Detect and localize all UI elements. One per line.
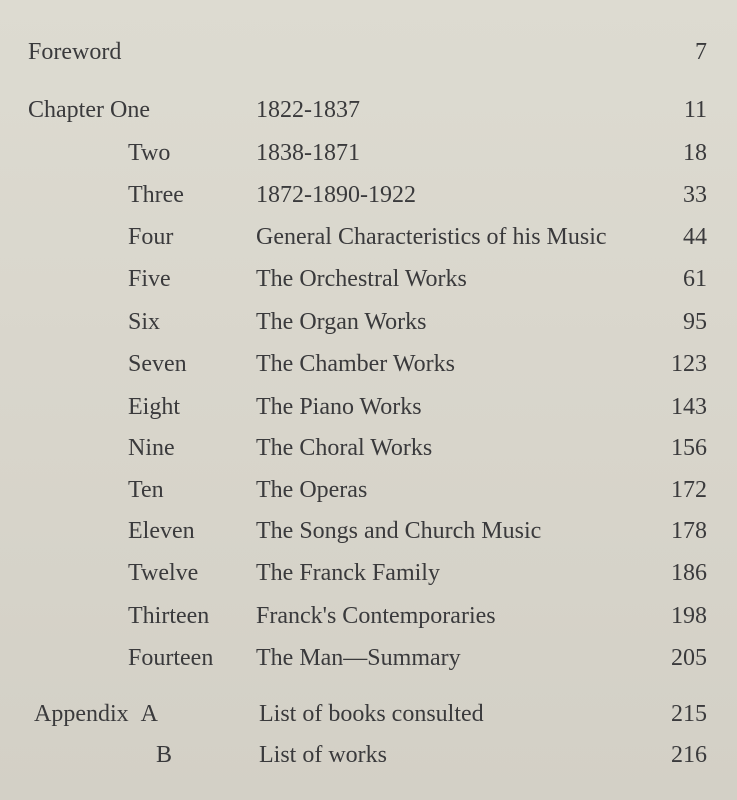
- chapter-number: Nine: [128, 435, 175, 461]
- toc-row-appendix: [0, 697, 737, 731]
- chapter-number: Two: [128, 140, 171, 166]
- appendix-label: [34, 697, 158, 731]
- toc-row-chapter: [0, 431, 737, 465]
- chapter-page-number: 156: [671, 435, 707, 461]
- chapter-page-number: 61: [683, 266, 707, 292]
- chapter-title: General Characteristics of his Music: [256, 224, 607, 250]
- chapter-title: Franck's Contemporaries: [256, 603, 496, 629]
- toc-row-chapter: [0, 347, 737, 381]
- chapter-title: The Songs and Church Music: [256, 518, 542, 544]
- toc-row-chapter: [0, 220, 737, 254]
- chapter-number: Thirteen: [128, 603, 210, 629]
- toc-row-chapter: [0, 178, 737, 212]
- chapter-page-number: 178: [671, 518, 707, 544]
- chapter-page-number: 186: [671, 560, 707, 586]
- toc-row-chapter: [0, 514, 737, 548]
- chapter-title: The Choral Works: [256, 435, 433, 461]
- chapter-title: 1822-1837: [256, 97, 360, 123]
- chapter-title: 1872-1890-1922: [256, 182, 416, 208]
- chapter-number: Three: [128, 182, 184, 208]
- chapter-page-number: 11: [683, 97, 707, 123]
- chapter-label: [28, 93, 150, 127]
- toc-row-foreword: [0, 35, 737, 69]
- chapter-number: Five: [128, 266, 171, 292]
- toc-row-chapter: [0, 641, 737, 675]
- toc-row-chapter: [0, 390, 737, 424]
- appendix-letter: B: [156, 742, 173, 768]
- chapter-number: Ten: [128, 477, 164, 503]
- chapter-title: The Man—Summary: [256, 645, 461, 671]
- appendix-title: List of books consulted: [259, 701, 484, 727]
- chapter-number: Twelve: [128, 560, 199, 586]
- chapter-page-number: 18: [683, 140, 707, 166]
- toc-row-chapter: [0, 93, 737, 127]
- chapter-title: The Organ Works: [256, 309, 427, 335]
- appendix-title: List of works: [259, 742, 387, 768]
- chapter-number: Seven: [128, 351, 187, 377]
- chapter-page-number: 172: [671, 477, 707, 503]
- chapter-page-number: 44: [683, 224, 707, 250]
- chapter-page-number: 33: [683, 182, 707, 208]
- appendix-prefix: Appendix: [34, 701, 129, 727]
- toc-row-chapter: [0, 305, 737, 339]
- chapter-number: One: [109, 97, 150, 123]
- chapter-number: Four: [128, 224, 174, 250]
- chapter-title: The Franck Family: [256, 560, 440, 586]
- chapter-page-number: 198: [671, 603, 707, 629]
- chapter-number: Eight: [128, 394, 180, 420]
- chapter-page-number: 143: [671, 394, 707, 420]
- chapter-title: 1838-1871: [256, 140, 360, 166]
- chapter-title: The Operas: [256, 477, 368, 503]
- toc-row-chapter: [0, 473, 737, 507]
- chapter-title: The Orchestral Works: [256, 266, 467, 292]
- chapter-title: The Piano Works: [256, 394, 422, 420]
- appendix-letter: A: [140, 701, 158, 727]
- chapter-number: Eleven: [128, 518, 195, 544]
- foreword-label: Foreword: [28, 39, 122, 65]
- chapter-page-number: 205: [671, 645, 707, 671]
- appendix-page-number: 215: [671, 701, 707, 727]
- chapter-page-number: 95: [683, 309, 707, 335]
- chapter-prefix: Chapter: [28, 97, 104, 123]
- toc-row-chapter: [0, 556, 737, 590]
- foreword-page-number: 7: [695, 39, 707, 65]
- toc-row-appendix: [0, 738, 737, 772]
- toc-row-chapter: [0, 599, 737, 633]
- toc-row-chapter: [0, 136, 737, 170]
- chapter-title: The Chamber Works: [256, 351, 455, 377]
- appendix-page-number: 216: [671, 742, 707, 768]
- toc-row-chapter: [0, 262, 737, 296]
- chapter-number: Fourteen: [128, 645, 214, 671]
- chapter-number: Six: [128, 309, 161, 335]
- chapter-page-number: 123: [671, 351, 707, 377]
